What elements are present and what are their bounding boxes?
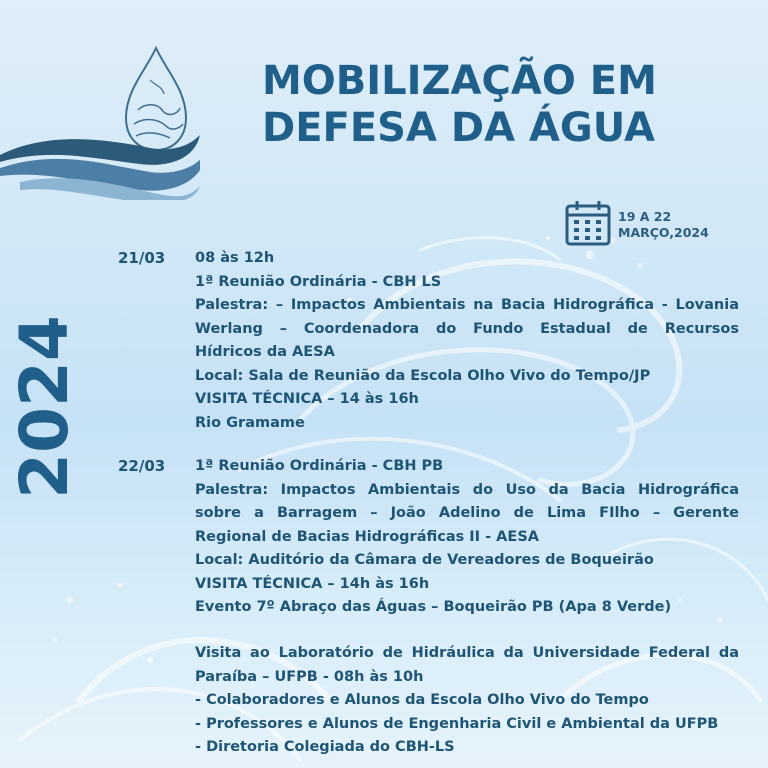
- water-drop-logo: [0, 40, 200, 200]
- schedule-line: 08 às 12h: [195, 250, 275, 266]
- schedule-line: - Professores e Alunos de Engenharia Civil e Ambiental da UFPB: [195, 715, 719, 732]
- schedule-day-2: [195, 455, 739, 620]
- schedule-line: 1ª Reunião Ordinária - CBH PB: [195, 458, 444, 474]
- schedule-line: - Diretoria Colegiada do CBH-LS: [195, 739, 455, 755]
- schedule-line: sobre a Barragem – João Adelino de Lima FIlho – Gerente: [195, 505, 739, 521]
- page-title: [262, 58, 742, 152]
- schedule-line: Local: Auditório da Câmara de Vereadores de Boqueirão: [195, 552, 654, 568]
- schedule-line: - Colaboradores e Alunos da Escola Olho Vivo do Tempo: [195, 692, 649, 708]
- date-month-year: MARÇO,2024: [618, 225, 709, 240]
- schedule-line: Visita ao Laboratório de Hidráulica da Universidade Federal da: [195, 645, 739, 661]
- year-label: 2024: [6, 315, 83, 499]
- date-range: [618, 209, 709, 241]
- title-line-2: DEFESA DA ÁGUA: [262, 105, 655, 151]
- schedule-line: Rio Gramame: [195, 414, 305, 431]
- title-line-1: MOBILIZAÇÃO EM: [262, 58, 657, 104]
- schedule-line: Palestra: Impactos Ambientais do Uso da Bacia Hidrográfica: [195, 481, 739, 498]
- schedule-line: Local: Sala de Reunião da Escola Olho Vivo do Tempo/JP: [195, 367, 651, 384]
- day-label-21-03: 21/03: [118, 249, 166, 267]
- schedule-extra-visit: [195, 642, 739, 760]
- schedule-line: Paraíba – UFPB - 08h às 10h: [195, 668, 424, 685]
- schedule-line: Werlang – Coordenadora do Fundo Estadual de Recursos: [195, 320, 739, 337]
- date-days: 19 A 22: [618, 209, 672, 224]
- schedule-line: Hídricos da AESA: [195, 344, 335, 360]
- schedule-line: Palestra: – Impactos Ambientais na Bacia Hidrográfica - Lovania: [195, 297, 739, 313]
- schedule-line: Evento 7º Abraço das Águas – Boqueirão PB (Apa 8 Verde): [195, 599, 672, 615]
- schedule-day-1: [195, 247, 739, 435]
- day-label-22-03: 22/03: [118, 457, 166, 475]
- schedule-line: VISITA TÉCNICA – 14 às 16h: [195, 391, 419, 407]
- event-dates: [565, 200, 745, 248]
- calendar-icon: [565, 200, 611, 246]
- schedule-line: 1ª Reunião Ordinária - CBH LS: [195, 273, 442, 290]
- schedule-line: VISITA TÉCNICA – 14h às 16h: [195, 575, 430, 592]
- schedule-line: Regional de Bacias Hidrográficas II - AESA: [195, 528, 539, 545]
